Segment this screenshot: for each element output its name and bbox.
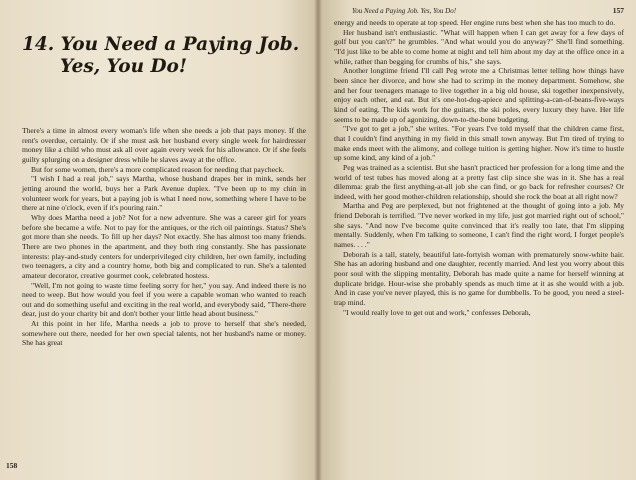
paragraph: "Well, I'm not going to waste time feeling sorry for her," you say. And indeed there is no need to weep. But how would you feel if you were a capable woman who wanted to reach out and do something useful and exciting in the real world, and everybody said, "There-there dear, just do your charity bit and don't bother your little head about business." [22, 280, 306, 319]
paragraph: Another longtime friend I'll call Peg wrote me a Christmas letter telling how things have been since her divorce, and how she had to scrimp in the money department. Somehow, she and her four teenagers manage to live together in a big old house, ski together inexpensively, enjoy each other, and eat. But it's one-hot-dog-apiece and splitting-a-can-of-beans-five-ways kind of eating. The kids work for the guitars, the ski poles, every luxury they have. Her life seems to be made up of agonizing, down-to-the-bone budgeting. [334, 66, 624, 124]
paragraph: Why does Martha need a job? Not for a new adventure. She was a career girl for years before she became a wife. Not to pay for the antiques, or the rich oil paintings. Status? She's got more than she needs. To fill up her days? Not exactly. She has almost too many friends. There are two phones in the apartment, and they both ring constantly. She has passionate interests: play-and-study centers for underprivileged city children, her own family, including two teenagers, a city and a country home, both big and complicated to run. She's a talented amateur decorator, creative gourmet cook, celebrated hostess. [22, 212, 306, 280]
paragraph: Her husband isn't enthusiastic. "What will happen when I can get away for a few days of golf but you can't?" he grumbles. "And what would you do anyway?" She'll find something. "I'd just like to be able to come home at night and tell him about my day at the office once in a while, rather than begging for crumbs of his," she says. [334, 27, 624, 66]
right-page [318, 0, 636, 480]
paragraph: "I wish I had a real job," says Martha, whose husband drapes her in mink, sends her jetting around the world, buys her a Park Avenue duplex. "I've been up to my chin in volunteer work for years, but a paying job is what I need now, something where I have to be there at nine o'clock, even if it's pouring rain." [22, 174, 306, 213]
left-page-body [22, 126, 306, 348]
page-number-right: 157 [612, 6, 624, 15]
running-head [334, 6, 624, 15]
paragraph: At this point in her life, Martha needs a job to prove to herself that she's needed, somewhere out there, needed for her own special talents, not her husband's name or money. She has great [22, 319, 306, 348]
running-head-title: You Need a Paying Job. Yes, You Do! [352, 7, 457, 15]
paragraph: There's a time in almost every woman's life when she needs a job that pays money. If the rent's overdue, certainly. Or if she must ask her husband every single week for hairdresser money like a child who must ask all over again every week for his allowance. Or if she feels guilty splurging on a designer dress while he slaves away at the office. [22, 126, 306, 164]
page-number-left: 158 [6, 461, 18, 470]
chapter-title-line1: 14. You Need a Paying Job. [22, 34, 300, 55]
chapter-title-line2: Yes, You Do! [60, 56, 187, 77]
paragraph: Peg was trained as a scientist. But she hasn't practiced her profession for a long time and the world of test tubes has moved along at a pretty fast clip since she was in it. She has a real dilemma: grab the first anything-at-all job she can find, or go back for refresher courses? Or indeed, with her good mother-children relationship, should she rock the boat at all right now? [334, 162, 624, 201]
chapter-title [22, 34, 310, 78]
paragraph: energy and needs to operate at top speed. Her engine runs best when she has too much to do. [334, 18, 616, 27]
paragraph: Martha and Peg are perplexed, but not frightened at the thought of going into a job. My friend Deborah is terrified. "I've never worked in my life, just got married right out of school," she says. "And now I've become quite convinced that it's really too late, that I'm slipping mentally. Suddenly, when I'm talking to someone, I can't find the right word, I forget people's names. . . ." [334, 201, 624, 250]
paragraph: Deborah is a tall, stately, beautiful late-fortyish woman with prematurely snow-white hair. She has an adoring husband and one daughter, recently married. And lest you worry about this poor soul with the slipping mentality, Deborah has made quite a name for herself winning at duplicate bridge. Hour-wise she probably spends as much time at it as she would with a job. And in case you've never played, this is no game for dumbbells. To be good, you need a steel-trap mind. [334, 249, 624, 308]
right-page-body [334, 18, 624, 317]
paragraph: But for some women, there's a more complicated reason for needing that paycheck. [31, 164, 285, 174]
paragraph: "I've got to get a job," she writes. "For years I've told myself that the children came first, that I couldn't find anything in my field in this small town anyway. But I'm tired of trying to make ends meet with the alimony, and college tuition is getting higher. Now it's time to hustle up some kind, any kind of a job." [334, 124, 624, 163]
paragraph: "I would really love to get out and work," confesses Deborah, [343, 307, 531, 317]
book-gutter [314, 0, 322, 480]
